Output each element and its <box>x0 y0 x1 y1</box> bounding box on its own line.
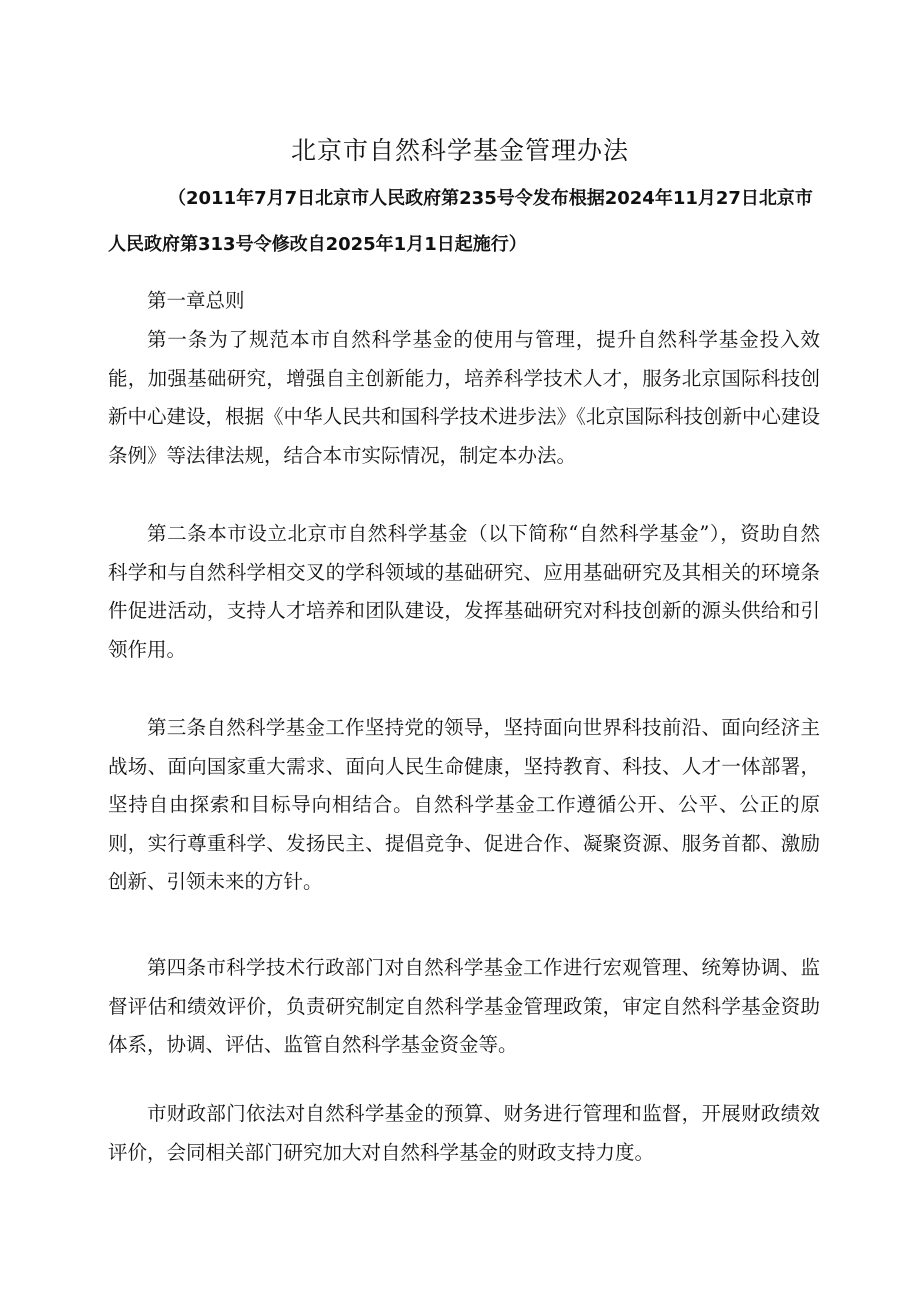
document-title: 北京市自然科学基金管理办法 <box>290 136 629 165</box>
article-2-paragraph: 第二条本市设立北京市自然科学基金（以下简称“自然科学基金”），资助自然科学和与自然科学相交叉的学科领域的基础研究、应用基础研究及其相关的环境条件促进活动，支持人才培养和团队建设，发挥基础研究对科技创新的源头供给和引领作用。 <box>108 522 820 661</box>
finance-paragraph: 市财政部门依法对自然科学基金的预算、财务进行管理和监督，开展财政绩效评价，会同相关部门研究加大对自然科学基金的财政支持力度。 <box>108 1102 820 1164</box>
article-4-paragraph: 第四条市科学技术行政部门对自然科学基金工作进行宏观管理、统筹协调、监督评估和绩效评价，负责研究制定自然科学基金管理政策，审定自然科学基金资助体系，协调、评估、监管自然科学基金资金等。 <box>108 956 820 1056</box>
article-1-paragraph: 第一条为了规范本市自然科学基金的使用与管理，提升自然科学基金投入效能，加强基础研究，增强自主创新能力，培养科学技术人才，服务北京国际科技创新中心建设，根据《中华人民共和国科学技术进步法》《北京国际科技创新中心建设条例》等法律法规，结合本市实际情况，制定本办法。 <box>108 328 820 467</box>
article-3-paragraph: 第三条自然科学基金工作坚持党的领导，坚持面向世界科技前沿、面向经济主战场、面向国家重大需求、面向人民生命健康，坚持教育、科技、人才一体部署，坚持自由探索和目标导向相结合。自然科学基金工作遵循公开、公平、公正的原则，实行尊重科学、发扬民主、提倡竞争、促进合作、凝聚资源、服务首都、激励创新、引领未来的方针。 <box>108 716 820 893</box>
chapter-heading: 第一章总则 <box>147 289 245 312</box>
subtitle-line-2: 人民政府第313号令修改自2025年1月1日起施行） <box>108 234 527 255</box>
document-subtitle <box>108 184 820 260</box>
subtitle-line-1: （2011年7月7日北京市人民政府第235号令发布根据2024年11月27日北京市 <box>168 188 813 209</box>
